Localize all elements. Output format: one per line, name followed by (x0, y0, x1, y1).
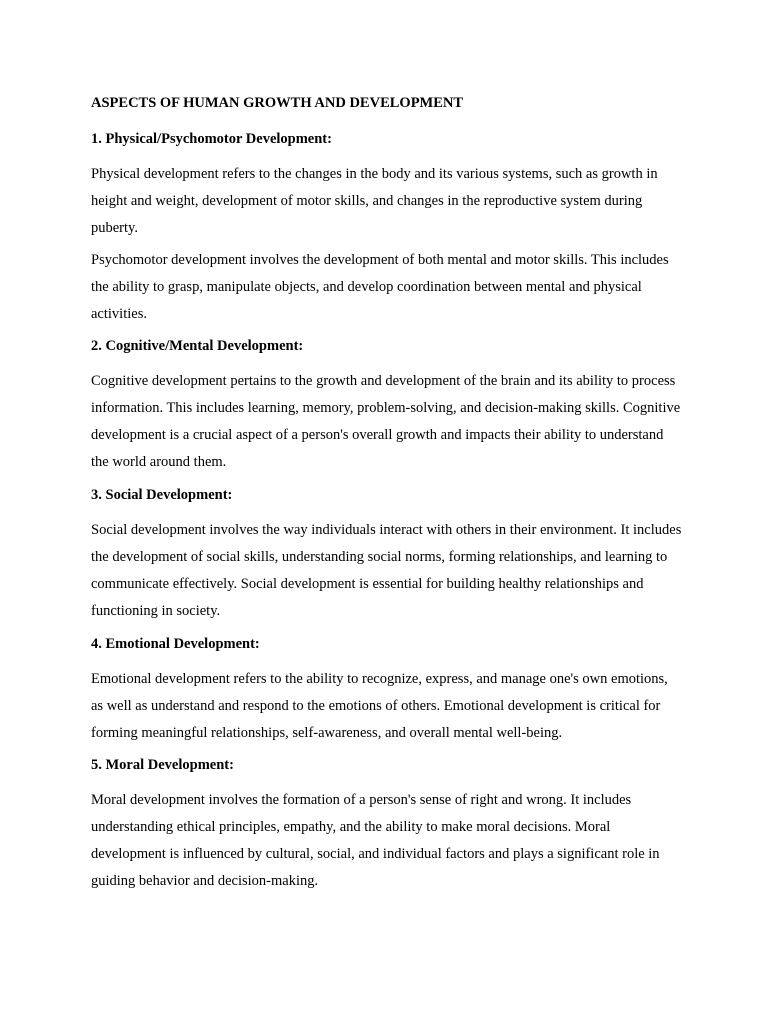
paragraph: Physical development refers to the changes in the body and its various systems, such as growth in height and weight, development of motor skills, and changes in the reproductive system during puberty. (91, 166, 658, 236)
section-cognitive-mental (91, 337, 683, 476)
section-physical-psychomotor (91, 130, 683, 327)
paragraph: Psychomotor development involves the development of both mental and motor skills. This includes the ability to grasp, manipulate objects, and develop coordination between mental and physical activities. (91, 251, 669, 322)
document-title: ASPECTS OF HUMAN GROWTH AND DEVELOPMENT (91, 95, 464, 111)
paragraph: Moral development involves the formation of a person's sense of right and wrong. It includes understanding ethical principles, empathy, and the ability to make moral decisions. Moral development is influenced by cultural, social, and individual factors and plays a significant role in guiding behavior and decision-making. (91, 792, 660, 890)
paragraph: Social development involves the way individuals interact with others in their environment. It includes the development of social skills, understanding social norms, forming relationships, and learning to communicate effectively. Social development is essential for building healthy relationships and functioning in society. (91, 522, 682, 619)
section-moral (91, 756, 683, 895)
section-social (91, 486, 683, 625)
section-heading: 2. Cognitive/Mental Development: (91, 338, 304, 355)
document-body (91, 94, 683, 905)
section-heading: 1. Physical/Psychomotor Development: (91, 131, 332, 147)
paragraph: Emotional development refers to the ability to recognize, express, and manage one's own emotions, as well as understand and respond to the emotions of others. Emotional development is critical for forming meaningful relationships, self-awareness, and overall mental well-being. (91, 670, 668, 741)
section-emotional (91, 635, 683, 747)
paragraph: Cognitive development pertains to the growth and development of the brain and its ability to process information. This includes learning, memory, problem-solving, and decision-making skills. Cognitive development is a crucial aspect of a person's overall growth and impacts their ability to understand the world around them. (91, 373, 681, 471)
section-heading: 5. Moral Development: (91, 757, 234, 774)
section-heading: 3. Social Development: (91, 487, 233, 504)
section-heading: 4. Emotional Development: (91, 635, 260, 652)
